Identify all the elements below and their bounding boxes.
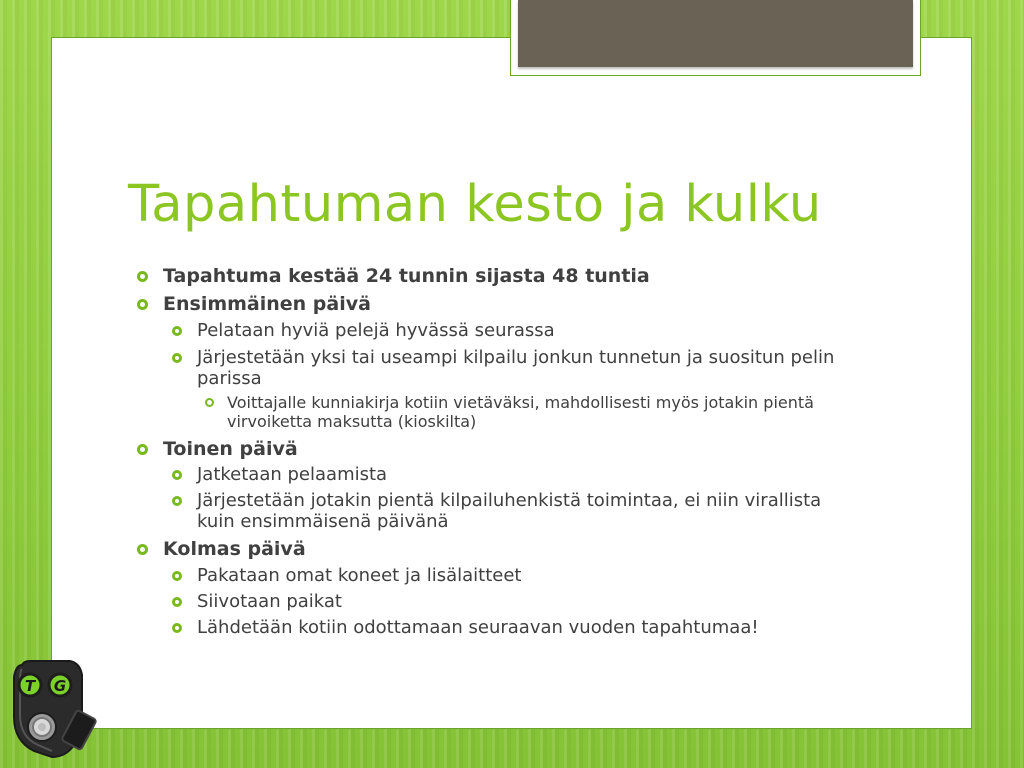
bullet-marker-icon [137, 271, 148, 282]
bullet-item [172, 490, 852, 532]
logo-letter-t: T [24, 677, 36, 695]
bullet-text: Toinen päivä [163, 438, 298, 460]
bullet-text: Lähdetään kotiin odottamaan seuraavan vuoden tapahtumaa! [197, 617, 759, 638]
bullet-text: Tapahtuma kestää 24 tunnin sijasta 48 tuntia [163, 265, 650, 287]
bullet-marker-icon [172, 571, 182, 581]
bullet-item [172, 347, 872, 389]
bullet-item [137, 437, 917, 461]
bullet-marker-icon [137, 544, 148, 555]
bullet-item [172, 591, 892, 612]
bullet-text: Järjestetään yksi tai useampi kilpailu jonkun tunnetun ja suositun pelin parissa [197, 347, 835, 389]
bullet-item [137, 537, 917, 561]
bullet-text: Pelataan hyviä pelejä hyvässä seurassa [197, 320, 555, 341]
bullet-text: Kolmas päivä [163, 538, 306, 560]
bullet-item [172, 464, 892, 485]
bullet-text: Ensimmäinen päivä [163, 293, 371, 315]
bullet-text: Pakataan omat koneet ja lisälaitteet [197, 565, 522, 586]
bullet-marker-icon [172, 470, 182, 480]
logo-letter-g: G [53, 677, 67, 695]
bullet-marker-icon [137, 299, 148, 310]
bullet-marker-icon [172, 623, 182, 633]
bullet-item [137, 292, 917, 316]
bullet-item [172, 565, 892, 586]
bullet-marker-icon [137, 444, 148, 455]
bullet-marker-icon [172, 496, 182, 506]
bullet-item [172, 617, 892, 638]
bullet-marker-icon [205, 398, 214, 407]
bullet-marker-icon [172, 353, 182, 363]
gamepad-logo-icon [8, 655, 104, 759]
bullet-text: Voittajalle kunniakirja kotiin vietäväksi, mahdollisesti myös jotakin pientä virvoiketta maksutta (kioskilta) [227, 393, 814, 431]
bullet-marker-icon [172, 597, 182, 607]
bullet-item [137, 264, 917, 288]
bullet-item [172, 320, 892, 341]
bullet-text: Jatketaan pelaamista [197, 464, 388, 485]
bullet-text: Siivotaan paikat [197, 591, 342, 612]
bullet-item [205, 393, 865, 431]
bullet-marker-icon [172, 326, 182, 336]
slide-title: Tapahtuman kesto ja kulku [128, 175, 822, 234]
bullet-text: Järjestetään jotakin pientä kilpailuhenkistä toimintaa, ei niin virallista kuin ensimmäisenä päivänä [197, 490, 822, 532]
